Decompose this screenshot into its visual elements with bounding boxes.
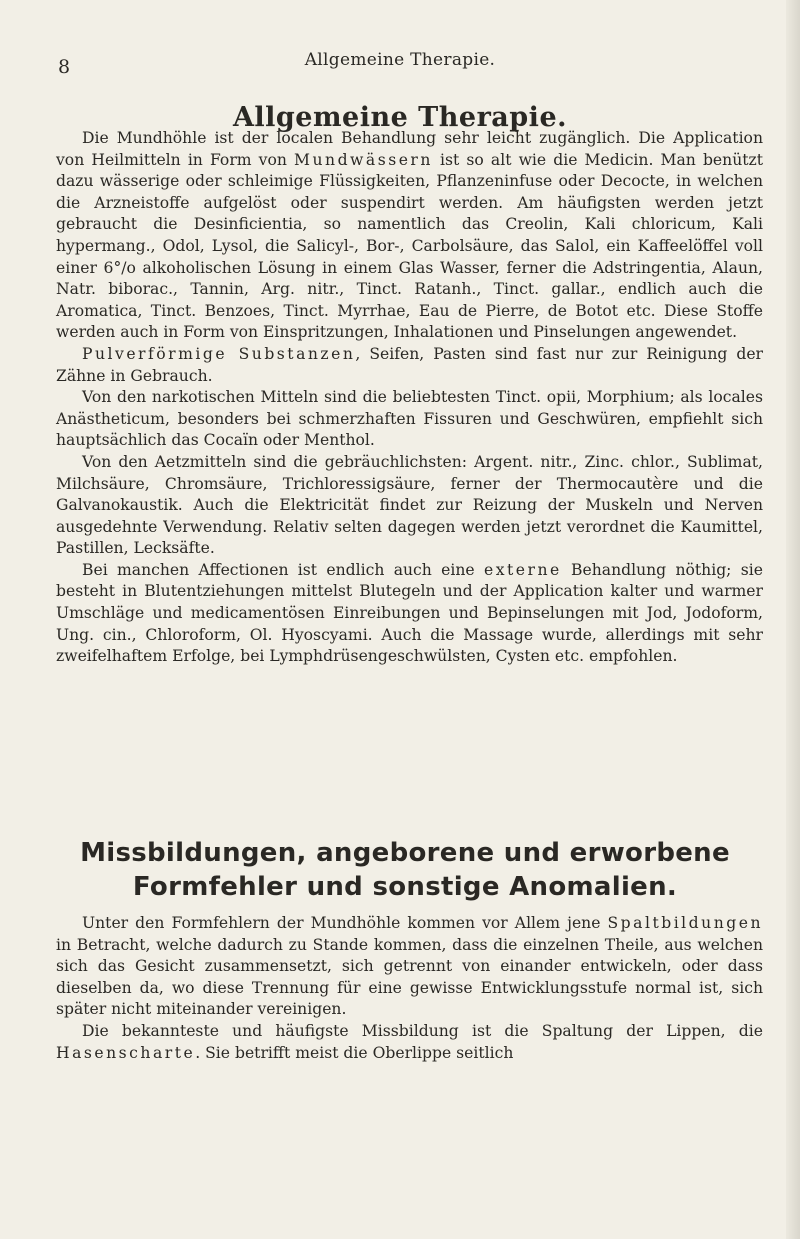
paragraph [56, 128, 763, 344]
text-run: Behandlung nöthig; sie besteht in Blutentziehungen mittelst Blutegeln und der Application kalter und warmer Umschläge und medicamentösen Einreibungen und Bepinselungen mit Jod, Jodoform, Ung. cin., Chloroform, Ol. Hyoscyami. Auch die Massage wurde, allerdings mit sehr zweifelhaftem Erfolge, bei Lymphdrüsengeschwülsten, Cysten etc. empfohlen. [56, 560, 763, 666]
section-title-malformations: Missbildungen, angeborene und erworbene Formfehler und sonstige Anomalien. [80, 838, 730, 902]
paragraph: Von den Aetzmitteln sind die gebräuchlichsten: Argent. nitr., Zinc. chlor., Sublimat, Milchsäure, Chromsäure, Trichloressigsäure, ferner der Thermocautère und die Galvanokaustik. Auch die Elektricität findet zur Reizung der Muskeln und Nerven ausgedehnte Verwendung. Relativ selten dagegen werden jetzt verordnet die Kaumittel, Pastillen, Lecksäfte. [56, 452, 763, 558]
spaced-emphasis: Pulverförmige Substanzen [82, 344, 356, 363]
text-run: ist so alt wie die Medicin. Man benützt dazu wässerige oder schleimige Flüssigkeiten, Pflanzeninfuse oder Decocte, in welchen die Arzneistoffe aufgelöst oder suspendirt werden. Am häufigsten werden jetzt gebraucht die Desinficientia, so namentlich das Creolin, Kali chloricum, Kali hypermang., Odol, Lysol, die Salicyl-, Bor-, Carbolsäure, das Salol, ein Kaffeelöffel voll einer 6°/o alkoholischen Lösung in einem Glas Wasser, ferner die Adstringentia, Alaun, Natr. biborac., Tannin, Arg. nitr., Tinct. Ratanh., Tinct. gallar., endlich auch die Aromatica, Tinct. Benzoes, Tinct. Myrrhae, Eau de Pierre, de Botot etc. Diese Stoffe werden auch in Form von Einspritzungen, Inhalationen und Pinselungen angewendet. [56, 150, 763, 342]
text-run: Die bekannteste und häufigste Missbildung ist die Spaltung der Lippen, die [82, 1021, 763, 1040]
text-run: in Betracht, welche dadurch zu Stande kommen, dass die einzelnen Theile, aus welchen sich das Gesicht zusammensetzt, sich getrennt von einander entwickeln, oder dass dieselben da, wo diese Trennung für eine gewisse Entwicklungsstufe normal ist, sich später nicht miteinander vereinigen. [56, 935, 763, 1019]
page-edge-shadow [786, 0, 800, 1239]
text-run: Die Mundhöhle ist der localen Behandlung sehr leicht zugänglich. Die Application von Heilmitteln in Form von [56, 129, 763, 169]
spaced-emphasis: Mundwässern [294, 150, 433, 169]
section-title-therapy: Allgemeine Therapie. [232, 102, 568, 133]
spaced-emphasis: Spaltbildungen [607, 914, 763, 932]
spaced-emphasis: externe [483, 560, 562, 579]
paragraph [56, 344, 763, 387]
paragraph [56, 913, 763, 1021]
text-run: . Sie betrifft meist die Oberlippe seitlich [195, 1043, 514, 1062]
text-run: , Seifen, Pasten sind fast nur zur Reinigung der Zähne in Gebrauch. [56, 344, 764, 385]
spaced-emphasis: Hasenscharte [56, 1043, 196, 1062]
section-body-malformations [56, 913, 763, 1064]
page-number: 8 [58, 56, 71, 78]
text-run: Bei manchen Affectionen ist endlich auch eine [82, 560, 484, 579]
text-run: Unter den Formfehlern der Mundhöhle kommen vor Allem jene [82, 914, 608, 932]
section-body-therapy [56, 128, 763, 668]
paragraph: Von den narkotischen Mitteln sind die beliebtesten Tinct. opii, Morphium; als locales Anästheticum, besonders bei schmerzhaften Fissuren und Geschwüren, empfiehlt sich hauptsächlich das Cocaïn oder Menthol. [56, 388, 763, 450]
paragraph [56, 1021, 763, 1064]
paragraph [56, 560, 763, 668]
running-head: Allgemeine Therapie. [304, 50, 496, 70]
